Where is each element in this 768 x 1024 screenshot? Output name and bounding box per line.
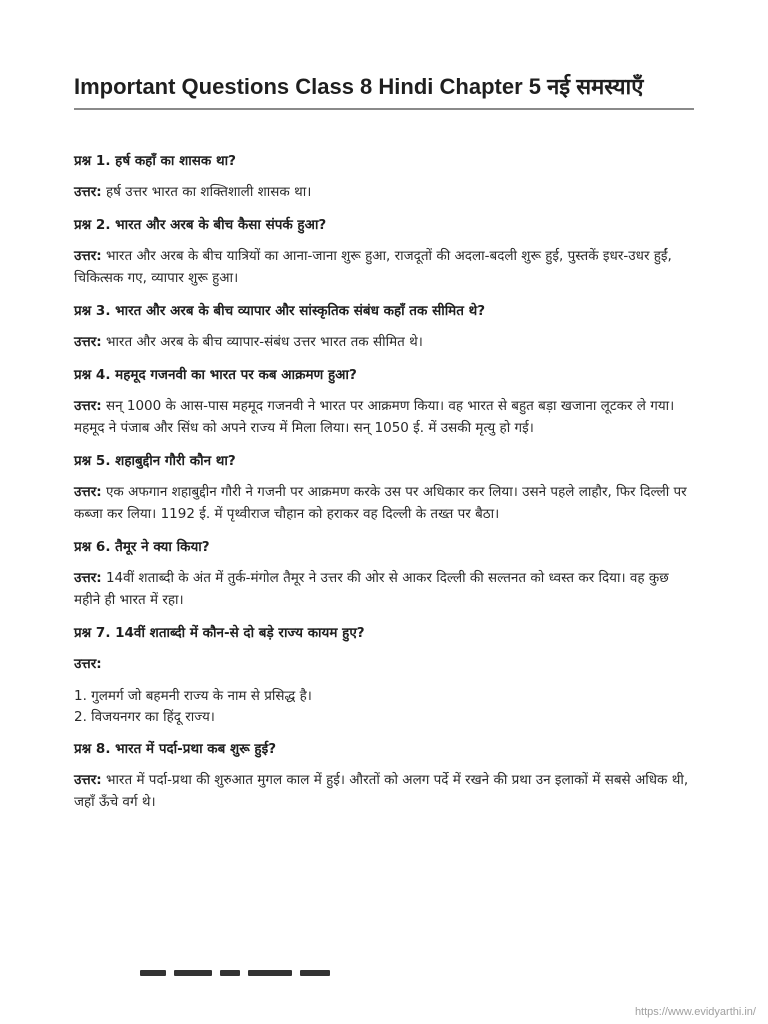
- qa-item: [74, 150, 694, 203]
- question-text: प्रश्न 6. तैमूर ने क्या किया?: [74, 539, 210, 555]
- qa-item: [74, 536, 694, 611]
- answer-body: सन् 1000 के आस-पास महमूद गजनवी ने भारत पर आक्रमण किया। वह भारत से बहुत बड़ा खजाना लूटकर ले गया। महमूद ने पंजाब और सिंध को अपने राज्य में मिला लिया। सन् 1050 ई. में उसकी मृत्यु हो गई।: [74, 398, 675, 436]
- qa-item: [74, 364, 694, 439]
- answer-body: भारत और अरब के बीच यात्रियों का आना-जाना शुरू हुआ, राजदूतों की अदला-बदली शुरू हुई, पुस्तकें इधर-उधर हुईं, चिकित्सक गए, व्यापार शुरू हुआ।: [74, 248, 672, 286]
- answer-label: उत्तर:: [74, 656, 102, 672]
- answer-label: उत्तर:: [74, 248, 102, 264]
- qa-item: [74, 738, 694, 813]
- page-title: Important Questions Class 8 Hindi Chapter 5 नई समस्याएँ: [74, 74, 644, 99]
- answer-text: [74, 481, 694, 525]
- qa-list: [74, 150, 694, 824]
- answer-list-item: 1. गुलमर्ग जो बहमनी राज्य के नाम से प्रसिद्ध है।: [74, 688, 312, 704]
- cut-off-text-line: [134, 962, 344, 976]
- question-text: प्रश्न 2. भारत और अरब के बीच कैसा संपर्क हुआ?: [74, 217, 327, 233]
- answer-text: [74, 567, 694, 611]
- answer-label: उत्तर:: [74, 484, 102, 500]
- question-text: प्रश्न 5. शहाबुद्दीन गौरी कौन था?: [74, 453, 236, 469]
- qa-item: [74, 622, 694, 728]
- answer-body: भारत और अरब के बीच व्यापार-संबंध उत्तर भारत तक सीमित थे।: [101, 334, 423, 350]
- answer-text: [74, 395, 694, 439]
- question-text: प्रश्न 1. हर्ष कहाँ का शासक था?: [74, 153, 236, 169]
- answer-body: भारत में पर्दा-प्रथा की शुरुआत मुगल काल में हुई। औरतों को अलग पर्दे में रखने की प्रथा उन इलाकों में सबसे अधिक थी, जहाँ ऊँचे वर्ग थे।: [74, 772, 689, 810]
- answer-label: उत्तर:: [74, 570, 102, 586]
- answer-body: 14वीं शताब्दी के अंत में तुर्क-मंगोल तैमूर ने उत्तर की ओर से आकर दिल्ली की सल्तनत को ध्वस्त कर दिया। वह कुछ महीने ही भारत में रहा।: [74, 570, 669, 608]
- answer-text: [74, 245, 694, 289]
- answer-text: [74, 181, 694, 203]
- answer-label: उत्तर:: [74, 772, 102, 788]
- answer-label: उत्तर:: [74, 184, 102, 200]
- question-text: प्रश्न 7. 14वीं शताब्दी में कौन-से दो बड़े राज्य कायम हुए?: [74, 625, 365, 641]
- question-text: प्रश्न 4. महमूद गजनवी का भारत पर कब आक्रमण हुआ?: [74, 367, 357, 383]
- answer-list: [74, 686, 694, 728]
- title-divider: [74, 108, 694, 110]
- qa-item: [74, 450, 694, 525]
- question-text: प्रश्न 3. भारत और अरब के बीच व्यापार और सांस्कृतिक संबंध कहाँ तक सीमित थे?: [74, 303, 486, 319]
- answer-label: उत्तर:: [74, 398, 102, 414]
- question-text: प्रश्न 8. भारत में पर्दा-प्रथा कब शुरू हुई?: [74, 741, 277, 757]
- answer-text: [74, 331, 694, 353]
- qa-item: [74, 300, 694, 353]
- answer-body: एक अफगान शहाबुद्दीन गौरी ने गजनी पर आक्रमण करके उस पर अधिकार कर लिया। उसने पहले लाहौर, फिर दिल्ली पर कब्जा कर लिया। 1192 ई. में पृथ्वीराज चौहान को हराकर वह दिल्ली के तख्त पर बैठा।: [74, 484, 687, 522]
- footer-url: https://www.evidyarthi.in/: [634, 1006, 756, 1018]
- answer-text: [74, 653, 694, 675]
- answer-label: उत्तर:: [74, 334, 102, 350]
- answer-list-item: 2. विजयनगर का हिंदू राज्य।: [74, 709, 215, 725]
- qa-item: [74, 214, 694, 289]
- answer-body: हर्ष उत्तर भारत का शक्तिशाली शासक था।: [101, 184, 312, 200]
- answer-text: [74, 769, 694, 813]
